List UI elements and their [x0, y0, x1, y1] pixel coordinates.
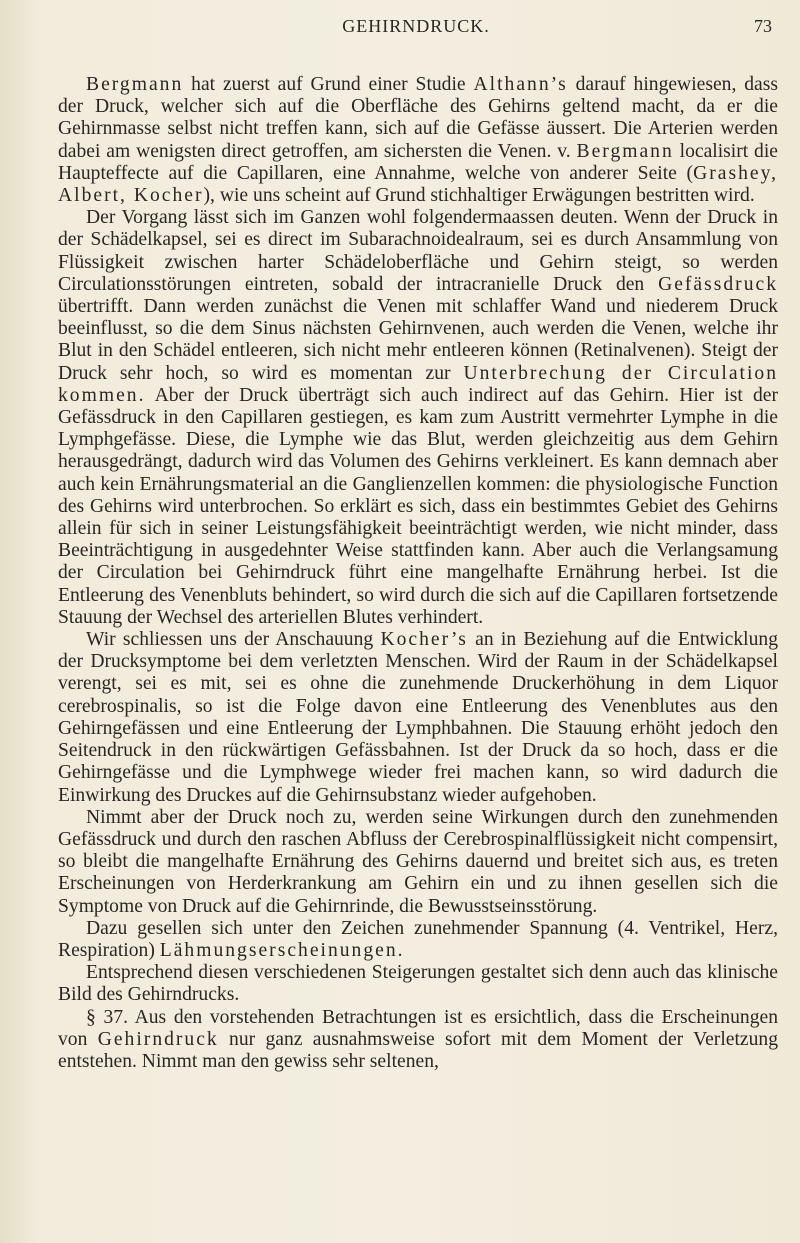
paragraph [58, 807, 778, 918]
paragraph [58, 629, 778, 807]
text-run: Aber der Druck überträgt sich auch indirect auf das Gehirn. Hier ist der Gefässdruck in den Capillaren gestiegen, es kam zum Austritt vermehrter Lymphe in die Lymphgefässe. Diese, die Lymphe wie das Blut, werden gleichzeitig aus dem Gehirn herausgedrängt, dadurch wird das Volumen des Gehirns verkleinert. Es kann demnach aber auch kein Ernährungsmaterial an die Ganglienzellen kommen: die physiologische Function des Gehirns wird unterbrochen. So erklärt es sich, dass ein bestimmtes Gebiet des Gehirns allein für sich in seiner Leistungsfähigkeit beeinträchtigt werden, wie nicht minder, dass Beeinträchtigung in ausgedehnter Weise stattfinden kann. Aber auch die Verlangsamung der Circulation bei Gehirndruck führt eine mangelhafte Ernährung herbei. Ist die Entleerung des Venenbluts behindert, so wird durch die sich auf die Capillaren fortsetzende Stauung der Wechsel des arteriellen Blutes verhindert. [58, 384, 778, 628]
spaced-text: Bergmann [576, 140, 674, 162]
spaced-text: Lähmungserscheinungen. [159, 939, 405, 961]
paragraph [58, 1007, 778, 1074]
spaced-text: Bergmann [86, 74, 184, 95]
spaced-text: Althann’s [473, 74, 568, 95]
spaced-text: Unterbrechung der Circulation kommen. [58, 362, 779, 406]
page-header [60, 12, 772, 42]
body-text [58, 74, 778, 1073]
spaced-text: Gehirndruck [97, 1028, 219, 1050]
text-run: nur ganz ausnahmsweise sofort mit dem Moment der Verletzung entstehen. Nimmt man den gewiss sehr seltenen, [58, 1028, 778, 1072]
spaced-text: Gefässdruck [658, 273, 778, 295]
spaced-text: Kocher’s [380, 629, 468, 651]
text-run: Wir schliessen uns der Anschauung [86, 629, 381, 651]
text-run: Dazu gesellen sich unter den Zeichen zunehmender Spannung (4. Ventrikel, Herz, Respiration) [58, 917, 778, 961]
paragraph [58, 918, 778, 962]
text-run: Entsprechend diesen verschiedenen Steigerungen gestaltet sich denn auch das klinische Bild des Gehirndrucks. [58, 962, 778, 1006]
text-run: an in Beziehung auf die Entwicklung der Drucksymptome bei dem verletzten Menschen. Wird der Raum in der Schädelkapsel verengt, sei es mit, sei es ohne die zunehmende Druckerhöhung in dem Liquor cerebrospinalis, so ist die Folge davon eine Entleerung des Venenblutes aus den Gehirngefässen und eine Entleerung der Lymphbahnen. Die Stauung erhöht jedoch den Seitendruck in den rückwärtigen Gefässbahnen. Ist der Druck da so hoch, dass er die Gehirngefässe und die Lymphwege wieder frei machen kann, so wird dadurch die Einwirkung des Druckes auf die Gehirnsubstanz wieder aufgehoben. [58, 629, 778, 806]
text-run: hat zuerst auf Grund einer Studie [183, 74, 474, 95]
text-run: übertrifft. Dann werden zunächst die Venen mit schlaffer Wand und niederem Druck beeinflusst, so die dem Sinus nächsten Gehirnvenen, auch werden die Venen, welche ihr Blut in den Schädel entleeren, sich nicht mehr entleeren können (Retinalvenen). Steigt der Druck sehr hoch, so wird es momentan zur [58, 296, 778, 384]
text-run: Nimmt aber der Druck noch zu, werden seine Wirkungen durch den zunehmenden Gefässdruck und durch den raschen Abfluss der Cerebrospinalflüssigkeit nicht compensirt, so bleibt die mangelhafte Ernährung des Gehirns dauernd und breitet sich aus, es treten Erscheinungen von Herderkrankung am Gehirn ein und zu ihnen gesellen sich die Symptome von Druck auf die Gehirnrinde, die Bewusstseinsstörung. [58, 806, 778, 917]
spaced-text: Grashey, Albert, Kocher [58, 162, 778, 207]
text-run: darauf hingewiesen, dass der Druck, welcher sich auf die Oberfläche des Gehirns geltend macht, da er die Gehirnmasse selbst nicht treffen kann, sich auf die Gefässe äussert. Die Arterien werden dabei am wenigsten direct getroffen, am sichersten die Venen. v. [58, 74, 778, 162]
text-run: Der Vorgang lässt sich im Ganzen wohl folgendermaassen deuten. Wenn der Druck in der Schädelkapsel, sei es direct im Subarachnoidealraum, sei es durch Ansammlung von Flüssigkeit zwischen harter Schädeloberfläche und Gehirn steigt, so werden Circulationsstörungen eintreten, sobald der intracranielle Druck den [58, 207, 778, 295]
text-run: localisirt die Haupteffecte auf die Capillaren, eine Annahme, welche von anderer Seite ( [58, 140, 778, 184]
paragraph [58, 74, 778, 207]
text-run: ), wie uns scheint auf Grund stichhaltiger Erwägungen bestritten wird. [203, 185, 755, 207]
paragraph [58, 962, 778, 1006]
paragraph [58, 207, 778, 629]
page-number: 73 [754, 16, 772, 36]
text-run: § 37. Aus den vorstehenden Betrachtungen ist es ersichtlich, dass die Erscheinungen von [58, 1006, 778, 1050]
running-head: GEHIRNDRUCK. [342, 16, 490, 36]
